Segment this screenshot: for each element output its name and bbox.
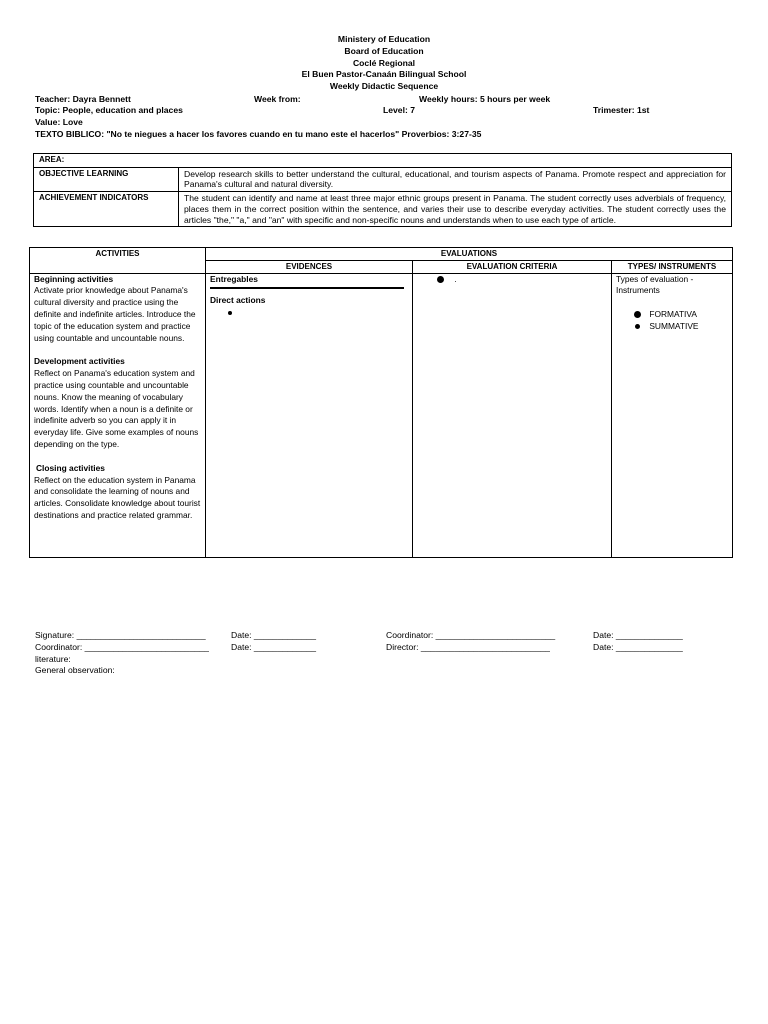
- beginning-text: Activate prior knowledge about Panama's cultural diversity and practice using the definite and indefinite articles. Introduce the topic of the education system and practice using countable and uncountable nouns.: [34, 285, 196, 343]
- closing-text: Reflect on the education system in Panama and consolidate the learning of nouns and articles. Consolidate knowledge about tourist destinations and practice related grammar.: [34, 474, 201, 520]
- bullet-icon: [634, 311, 641, 318]
- entregables-rule: [210, 287, 404, 289]
- document-header: [0, 34, 768, 93]
- types-item-formativa: FORMATIVA: [649, 309, 697, 320]
- direct-actions-label: Direct actions: [210, 295, 266, 306]
- criteria-header: EVALUATION CRITERIA: [413, 260, 612, 273]
- objective-text: Develop research skills to better understand the cultural, educational, and tourism aspects of Panama. Promote respect and appreciation for Panama's cultural and natural diversity.: [179, 167, 732, 191]
- indicators-label: ACHIEVEMENT INDICATORS: [34, 192, 179, 227]
- board-line: Board of Education: [344, 45, 424, 56]
- ministry-line: Ministery of Education: [337, 34, 431, 44]
- activities-cell: [30, 273, 206, 557]
- objectives-table: [33, 153, 732, 227]
- development-title: Development activities: [34, 356, 125, 367]
- types-item-summative: SUMMATIVE: [649, 320, 699, 331]
- week-from-label: Week from:: [254, 94, 301, 104]
- director-line: Director: ___________________________: [386, 642, 550, 652]
- regional-line: Coclé Regional: [352, 57, 416, 68]
- date-line-3: Date: _____________: [231, 642, 317, 652]
- literature-label: literature:: [35, 654, 71, 664]
- closing-title: Closing activities: [36, 462, 105, 473]
- activities-table: [29, 247, 733, 558]
- entregables-label: Entregables: [210, 273, 258, 284]
- signature-line: Signature: ___________________________: [35, 630, 206, 640]
- date-line-2: Date: ______________: [593, 630, 683, 640]
- bullet-icon: [437, 276, 444, 283]
- evidences-cell: [206, 273, 413, 557]
- texto-biblico: TEXTO BIBLICO: "No te niegues a hacer los favores cuando en tu mano este el hacerlos" Proverbios: 3:27-35: [35, 129, 482, 139]
- value-label: Value: Love: [35, 117, 83, 127]
- activities-header: ACTIVITIES: [30, 248, 206, 274]
- criteria-cell: [413, 273, 612, 557]
- date-line-1: Date: _____________: [231, 630, 317, 640]
- bullet-icon: [635, 324, 640, 329]
- level-label: Level: 7: [383, 105, 416, 115]
- types-header: TYPES/ INSTRUMENTS: [612, 260, 733, 273]
- topic-label: Topic: People, education and places: [35, 105, 183, 115]
- criteria-item: .: [454, 273, 457, 284]
- coordinator-line-2: Coordinator: __________________________: [35, 642, 209, 652]
- date-line-4: Date: ______________: [593, 642, 683, 652]
- beginning-title: Beginning activities: [34, 273, 114, 284]
- school-line: El Buen Pastor-Canaán Bilingual School: [301, 69, 467, 80]
- teacher-label: Teacher: Dayra Bennett: [35, 94, 131, 104]
- development-text: Reflect on Panama's education system and practice using countable and uncountable nouns. Know the meaning of vocabulary words. Identify when a noun is a definite or indefinite adverb so you can apply it in everyday life. Give some examples of nouns depending on the type.: [34, 368, 199, 449]
- area-label: AREA:: [34, 154, 732, 168]
- evidences-header: EVIDENCES: [206, 260, 413, 273]
- types-cell: [612, 273, 733, 557]
- bullet-icon: [228, 311, 232, 315]
- objective-label: OBJECTIVE LEARNING: [34, 167, 179, 191]
- types-text: Types of evaluation - Instruments: [616, 273, 694, 296]
- coordinator-line-1: Coordinator: _________________________: [386, 630, 556, 640]
- evaluations-header: EVALUATIONS: [206, 248, 733, 261]
- general-observation-label: General observation:: [35, 665, 115, 675]
- sequence-line: Weekly Didactic Sequence: [329, 81, 439, 92]
- trimester-label: Trimester: 1st: [593, 105, 650, 115]
- weekly-hours-label: Weekly hours: 5 hours per week: [419, 94, 551, 104]
- indicators-text: The student can identify and name at least three major ethnic groups present in Panama. The student correctly uses adverbials of frequency, places them in the correct position within the sentence, and varies their use to describe everyday activities. The student correctly uses the articles "the," "a," and "an" with specific and non-specific nouns and understands when to use each type of article.: [179, 192, 732, 227]
